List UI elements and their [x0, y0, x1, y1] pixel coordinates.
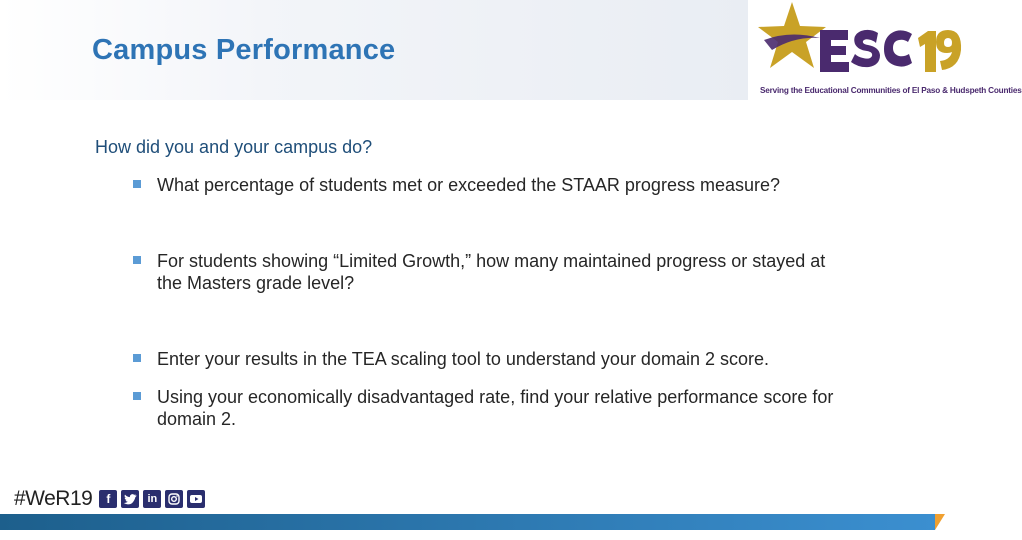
twitter-icon[interactable] — [121, 490, 139, 508]
footer-accent — [935, 514, 945, 530]
esc19-logo-graphic — [750, 0, 960, 86]
esc19-logo — [750, 0, 1022, 104]
bullet-text: For students showing “Limited Growth,” how many maintained progress or stayed at the Masters grade level? — [157, 251, 826, 293]
logo-tagline: Serving the Educational Communities of El Paso & Hudspeth Counties — [760, 86, 1022, 95]
page-title: Campus Performance — [92, 34, 396, 66]
list-item — [133, 174, 853, 196]
bullet-marker-icon — [133, 256, 141, 264]
youtube-icon[interactable] — [187, 490, 205, 508]
bullet-marker-icon — [133, 392, 141, 400]
social-footer — [14, 486, 205, 512]
list-item — [133, 348, 853, 370]
bullet-marker-icon — [133, 354, 141, 362]
linkedin-icon[interactable]: in — [143, 490, 161, 508]
subheading: How did you and your campus do? — [95, 137, 373, 157]
hashtag-label: #WeR19 — [14, 487, 93, 510]
bullet-text: What percentage of students met or exceeded the STAAR progress measure? — [157, 175, 780, 195]
bullet-marker-icon — [133, 180, 141, 188]
facebook-icon[interactable]: f — [99, 490, 117, 508]
list-item — [133, 386, 853, 430]
list-item — [133, 250, 853, 294]
instagram-icon[interactable] — [165, 490, 183, 508]
bullet-text: Enter your results in the TEA scaling tool to understand your domain 2 score. — [157, 349, 769, 369]
bullet-text: Using your economically disadvantaged rate, find your relative performance score for domain 2. — [157, 387, 834, 429]
footer-bar — [0, 512, 960, 530]
